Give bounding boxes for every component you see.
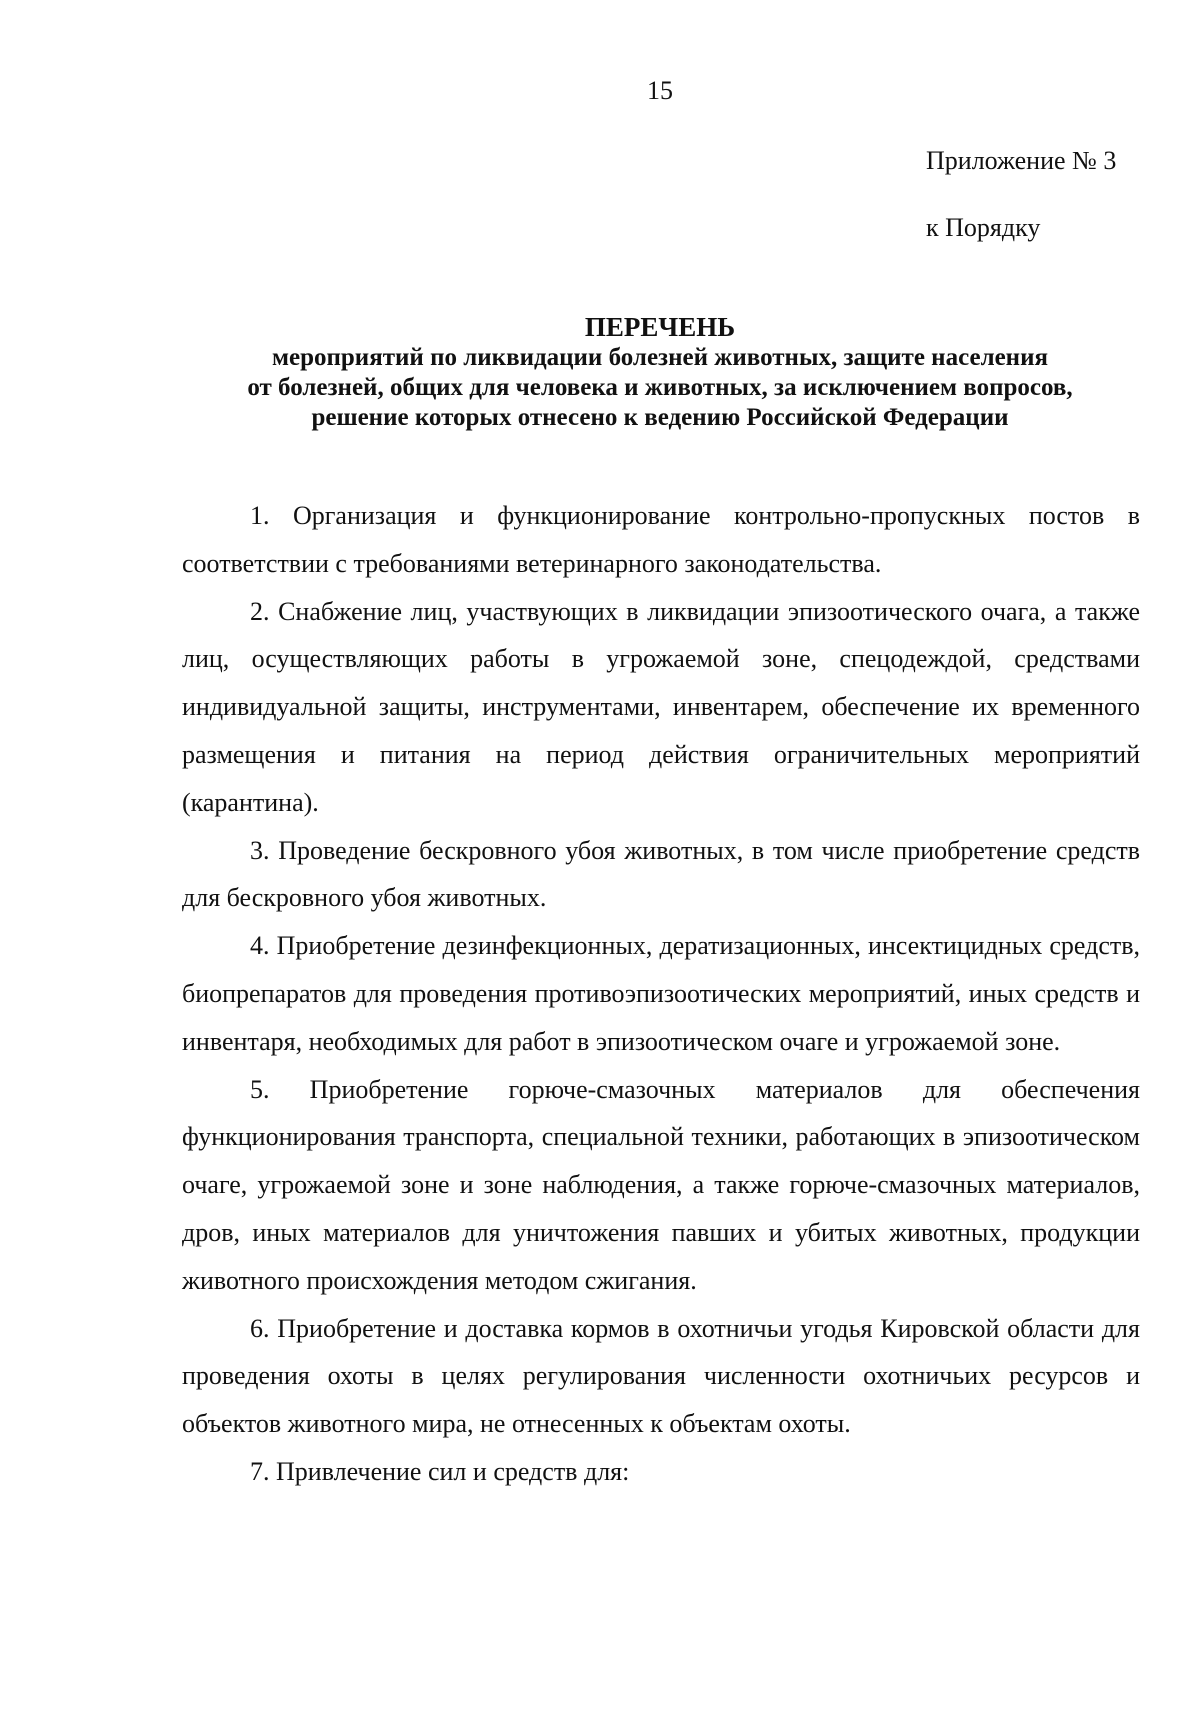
list-item-5: 5. Приобретение горюче-смазочных материалов для обеспечения функционирования транспорта, специальной техники, работающих в эпизоотическом очаге, угрожаемой зоне и зоне наблюдения, а также горюче-смазочных материалов, дров, иных материалов для уничтожения павших и убитых животных, продукции животного происхождения методом сжигания.: [182, 1074, 1140, 1295]
list-item-6: 6. Приобретение и доставка кормов в охотничьи угодья Кировской области для проведения охоты в целях регулирования численности охотничьих ресурсов и объектов животного мира, не отнесенных к объектам охоты.: [182, 1313, 1140, 1439]
list-item-1: 1. Организация и функционирование контрольно-пропускных постов в соответствии с требованиями ветеринарного законодательства.: [182, 501, 1140, 578]
title-line-3: решение которых отнесено к ведению Российской Федерации: [311, 404, 1009, 431]
list-item-7: 7. Привлечение сил и средств для:: [250, 1456, 630, 1486]
list-item-3: 3. Проведение бескровного убоя животных, в том числе приобретение средств для бескровного убоя животных.: [182, 835, 1140, 913]
appendix-reference: к Порядку: [926, 213, 1041, 242]
title-line-1: мероприятий по ликвидации болезней животных, защите населения: [271, 344, 1049, 371]
list-item-2: 2. Снабжение лиц, участвующих в ликвидации эпизоотического очага, а также лиц, осуществляющих работы в угрожаемой зоне, спецодеждой, средствами индивидуальной защиты, инструментами, инвентарем, обеспечение их временного размещения и питания на период действия ограничительных мероприятий (карантина).: [182, 596, 1140, 817]
title-line-2: от болезней, общих для человека и животных, за исключением вопросов,: [247, 374, 1073, 401]
list-item-4: 4. Приобретение дезинфекционных, дератизационных, инсектицидных средств, биопрепаратов для проведения противоэпизоотических мероприятий, иных средств и инвентаря, необходимых для работ в эпизоотическом очаге и угрожаемой зоне.: [182, 931, 1140, 1056]
title-main: ПЕРЕЧЕНЬ: [584, 312, 736, 342]
appendix-label: Приложение № 3: [926, 146, 1117, 175]
page-number: 15: [647, 76, 673, 105]
document-title: [160, 312, 1160, 433]
document-body: [182, 492, 1140, 1496]
